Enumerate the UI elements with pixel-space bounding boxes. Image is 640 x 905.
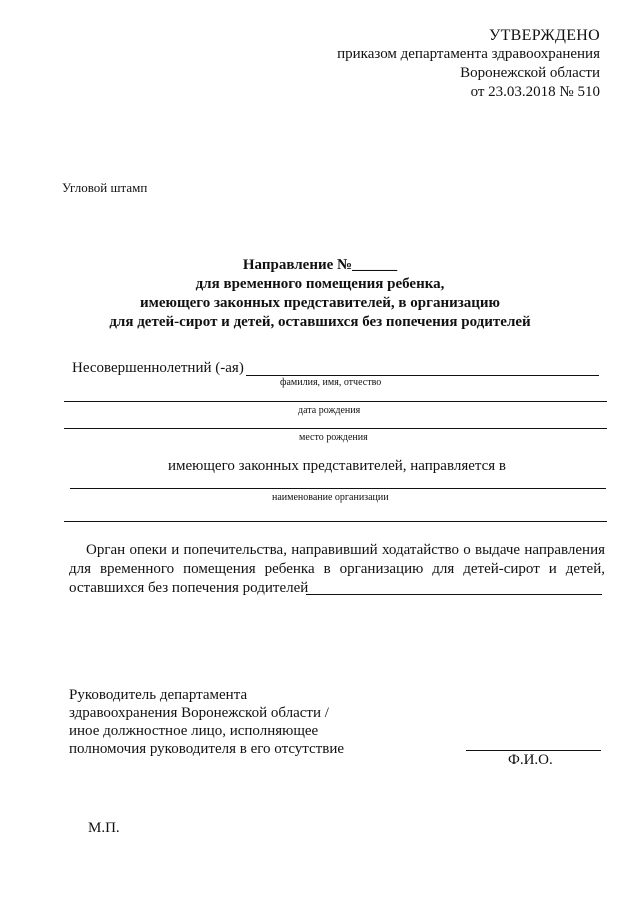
birthplace-line[interactable] xyxy=(64,428,607,429)
signatory-line-1: Руководитель департамента xyxy=(69,687,248,703)
birthdate-line[interactable] xyxy=(64,401,607,402)
signatory-line-2: здравоохранения Воронежской области / xyxy=(69,705,329,721)
approval-block xyxy=(337,26,600,102)
approval-region-line: Воронежской области xyxy=(460,65,600,81)
document-heading xyxy=(0,256,640,332)
guardianship-line-2: для временного помещения ребенка в организацию для детей-сирот и детей, xyxy=(69,561,605,577)
approval-title: УТВЕРЖДЕНО xyxy=(488,27,600,44)
heading-line-2: для временного помещения ребенка, xyxy=(195,276,445,292)
hint-birthdate: дата рождения xyxy=(298,405,361,416)
guardianship-line[interactable] xyxy=(306,594,602,595)
fio-label: Ф.И.О. xyxy=(508,752,553,768)
approval-order-line: приказом департамента здравоохранения xyxy=(337,46,600,62)
corner-stamp-label: Угловой штамп xyxy=(62,180,148,195)
heading-number-line: Направление №______ xyxy=(242,257,398,273)
approval-date-line: от 23.03.2018 № 510 xyxy=(470,84,600,100)
signature-line[interactable] xyxy=(466,750,601,751)
hint-birthplace: место рождения xyxy=(299,432,368,443)
minor-name-line[interactable] xyxy=(246,375,599,376)
heading-line-4: для детей-сирот и детей, оставшихся без попечения родителей xyxy=(109,314,531,330)
seal-label: М.П. xyxy=(88,820,120,836)
guardianship-line-3: оставшихся без попечения родителей xyxy=(69,580,309,596)
guardianship-line-1: Орган опеки и попечительства, направивший ходатайство о выдаче направления xyxy=(86,542,605,558)
signatory-line-4: полномочия руководителя в его отсутствие xyxy=(69,741,345,757)
signatory-line-3: иное должностное лицо, исполняющее xyxy=(69,723,319,739)
guardianship-paragraph xyxy=(69,541,605,598)
organization-line-2[interactable] xyxy=(64,521,607,522)
directed-text: имеющего законных представителей, направляется в xyxy=(168,458,507,474)
hint-full-name: фамилия, имя, отчество xyxy=(280,377,382,388)
hint-organization: наименование организации xyxy=(272,492,389,503)
heading-line-3: имеющего законных представителей, в организацию xyxy=(140,295,500,311)
signatory-block xyxy=(69,686,344,758)
minor-label: Несовершеннолетний (-ая) xyxy=(72,360,244,376)
organization-line[interactable] xyxy=(70,488,606,489)
